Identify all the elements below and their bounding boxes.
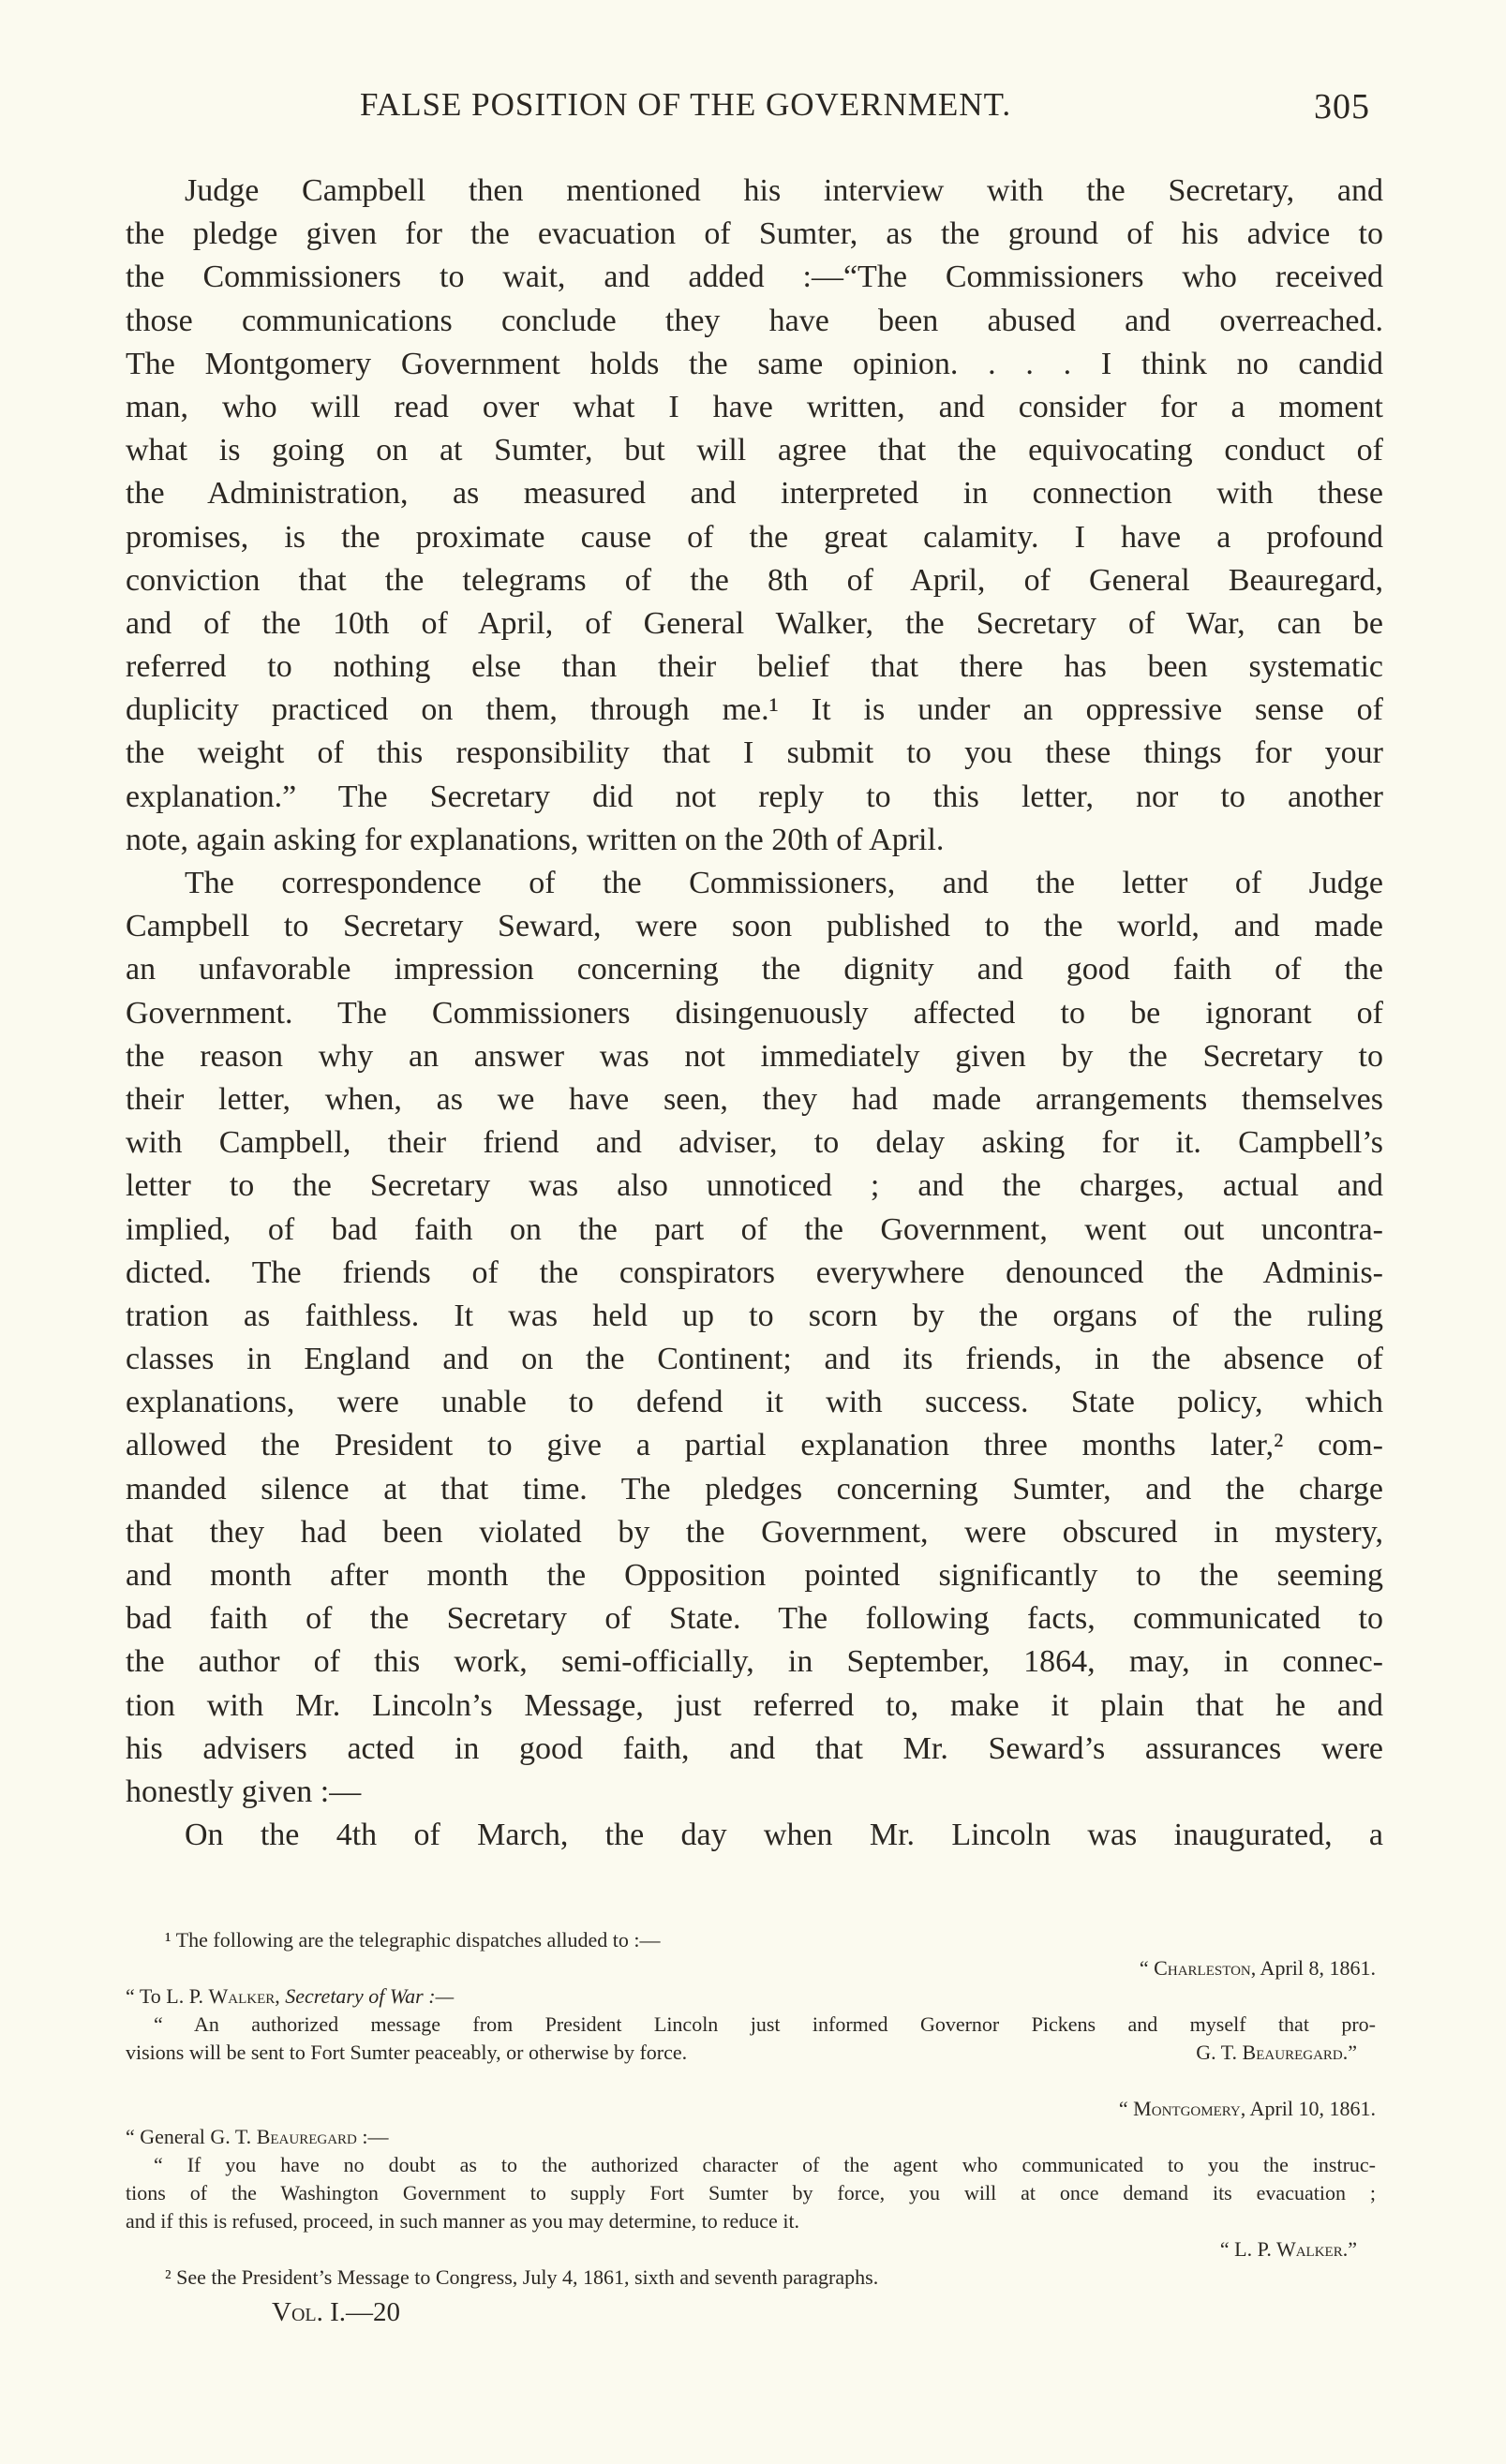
text-line: implied, of bad faith on the part of the Government, went out uncontra-: [126, 1211, 1383, 1247]
text-line: allowed the President to give a partial explanation three months later,² com-: [126, 1428, 1383, 1463]
text-line: dicted. The friends of the conspirators everywhere denounced the Adminis-: [126, 1254, 1383, 1290]
addressee-title: Secretary of War :—: [279, 1984, 455, 2008]
text-line: classes in England and on the Continent; and its friends, in the absence of: [126, 1342, 1383, 1377]
text-line: the Commissioners to wait, and added :—“The Commissioners who received: [126, 260, 1383, 295]
text-line: letter to the Secretary was also unnoticed ; and the charges, actual and: [126, 1168, 1383, 1204]
text-line: the pledge given for the evacuation of Sumter, as the ground of his advice to: [126, 216, 1383, 252]
dispatch-2-addressee: [126, 2123, 1376, 2151]
page-number: 305: [1314, 87, 1370, 126]
text-line: honestly given :—: [126, 1774, 362, 1809]
text-line: Judge Campbell then mentioned his interview with the Secretary, and: [185, 173, 1383, 208]
text-line: his advisers acted in good faith, and that Mr. Seward’s assurances were: [126, 1730, 1383, 1766]
text-line: and month after month the Opposition pointed significantly to the seeming: [126, 1558, 1383, 1593]
text-line: promises, is the proximate cause of the great calamity. I have a profound: [126, 519, 1383, 555]
text-line: The correspondence of the Commissioners, and the letter of Judge: [185, 866, 1383, 900]
text-line: and of the 10th of April, of General Walker, the Secretary of War, can be: [126, 605, 1383, 641]
dispatch-2-date: April 10, 1861.: [1245, 2097, 1376, 2120]
body-text: [126, 170, 1383, 1857]
text-line: the author of this work, semi-officially, in September, 1864, may, in connec-: [126, 1644, 1383, 1680]
dispatch-2-dateline: [126, 2095, 1376, 2123]
text-line: On the 4th of March, the day when Mr. Lincoln was inaugurated, a: [185, 1818, 1383, 1853]
dispatch-2-line: “ If you have no doubt as to the authorized character of the agent who communicated to you the instruc-: [154, 2153, 1376, 2176]
dispatch-2-line: tions of the Washington Government to supply Fort Sumter by force, you will at once demand its evacuation ;: [126, 2181, 1376, 2204]
text-line: their letter, when, as we have seen, they had made arrangements themselves: [126, 1081, 1383, 1117]
text-line: tration as faithless. It was held up to scorn by the organs of the ruling: [126, 1298, 1383, 1333]
dispatch-2-line: and if this is refused, proceed, in such manner as you may determine, to reduce it.: [126, 2209, 800, 2233]
dispatch-1-text: visions will be sent to Fort Sumter peaceably, or otherwise by force.: [126, 2041, 688, 2064]
addressee-prefix: “ General G. T.: [126, 2125, 257, 2148]
text-line: duplicity practiced on them, through me.¹ It is under an oppressive sense of: [126, 692, 1383, 728]
text-line: those communications conclude they have been abused and overreached.: [126, 303, 1383, 338]
text-line: manded silence at that time. The pledges concerning Sumter, and the charge: [126, 1471, 1383, 1507]
text-line: explanations, were unable to defend it with success. State policy, which: [126, 1385, 1383, 1420]
text-line: the Administration, as measured and interpreted in connection with these: [126, 476, 1383, 512]
dispatch-2-signature: “ L. P. Walker.”: [1219, 2237, 1357, 2261]
running-header-title: FALSE POSITION OF THE GOVERNMENT.: [360, 86, 1012, 123]
footnote-2: ² See the President’s Message to Congress, July 4, 1861, sixth and seventh paragraphs.: [165, 2265, 879, 2289]
signature-mark: Vol. I.—20: [272, 2297, 401, 2327]
dispatch-1-signature: G. T. Beauregard.”: [1196, 2041, 1357, 2064]
footnote-1-intro: ¹ The following are the telegraphic dispatches alluded to :—: [165, 1928, 661, 1952]
dispatch-1-date: April 8, 1861.: [1256, 1956, 1376, 1980]
text-line: the reason why an answer was not immediately given by the Secretary to: [126, 1038, 1383, 1074]
text-line: the weight of this responsibility that I submit to you these things for your: [126, 735, 1383, 771]
text-line: Campbell to Secretary Seward, were soon published to the world, and made: [126, 909, 1383, 944]
text-line: with Campbell, their friend and adviser, to delay asking for it. Campbell’s: [126, 1125, 1383, 1161]
dispatch-1-place: “ Charleston,: [1139, 1956, 1257, 1980]
dispatch-1-dateline: [126, 1954, 1376, 1982]
text-line: an unfavorable impression concerning the dignity and good faith of the: [126, 952, 1383, 987]
addressee-prefix: “ To L. P.: [126, 1984, 209, 2008]
text-line: conviction that the telegrams of the 8th of April, of General Beauregard,: [126, 562, 1383, 598]
dispatch-1-line: “ An authorized message from President Lincoln just informed Governor Pickens and myself that pro-: [154, 2012, 1376, 2036]
text-line: referred to nothing else than their belief that there has been systematic: [126, 649, 1383, 685]
text-line: note, again asking for explanations, written on the 20th of April.: [126, 822, 945, 857]
text-line: what is going on at Sumter, but will agree that the equivocating conduct of: [126, 433, 1383, 468]
text-line: man, who will read over what I have written, and consider for a moment: [126, 389, 1383, 424]
text-line: The Montgomery Government holds the same opinion. . . . I think no candid: [126, 346, 1383, 381]
text-line: Government. The Commissioners disingenuously affected to be ignorant of: [126, 995, 1383, 1031]
dispatch-1-line: [126, 2039, 1376, 2067]
text-line: that they had been violated by the Government, were obscured in mystery,: [126, 1514, 1383, 1550]
dispatch-2-place: “ Montgomery,: [1118, 2097, 1246, 2120]
addressee-name: Beauregard :—: [256, 2125, 389, 2148]
text-line: tion with Mr. Lincoln’s Message, just referred to, make it plain that he and: [126, 1687, 1383, 1723]
dispatch-1-addressee: [126, 1982, 1376, 2011]
text-line: explanation.” The Secretary did not reply to this letter, nor to another: [126, 779, 1383, 814]
addressee-name: Walker,: [208, 1984, 280, 2008]
text-line: bad faith of the Secretary of State. The following facts, communicated to: [126, 1601, 1383, 1637]
footnotes: [126, 1926, 1376, 2329]
